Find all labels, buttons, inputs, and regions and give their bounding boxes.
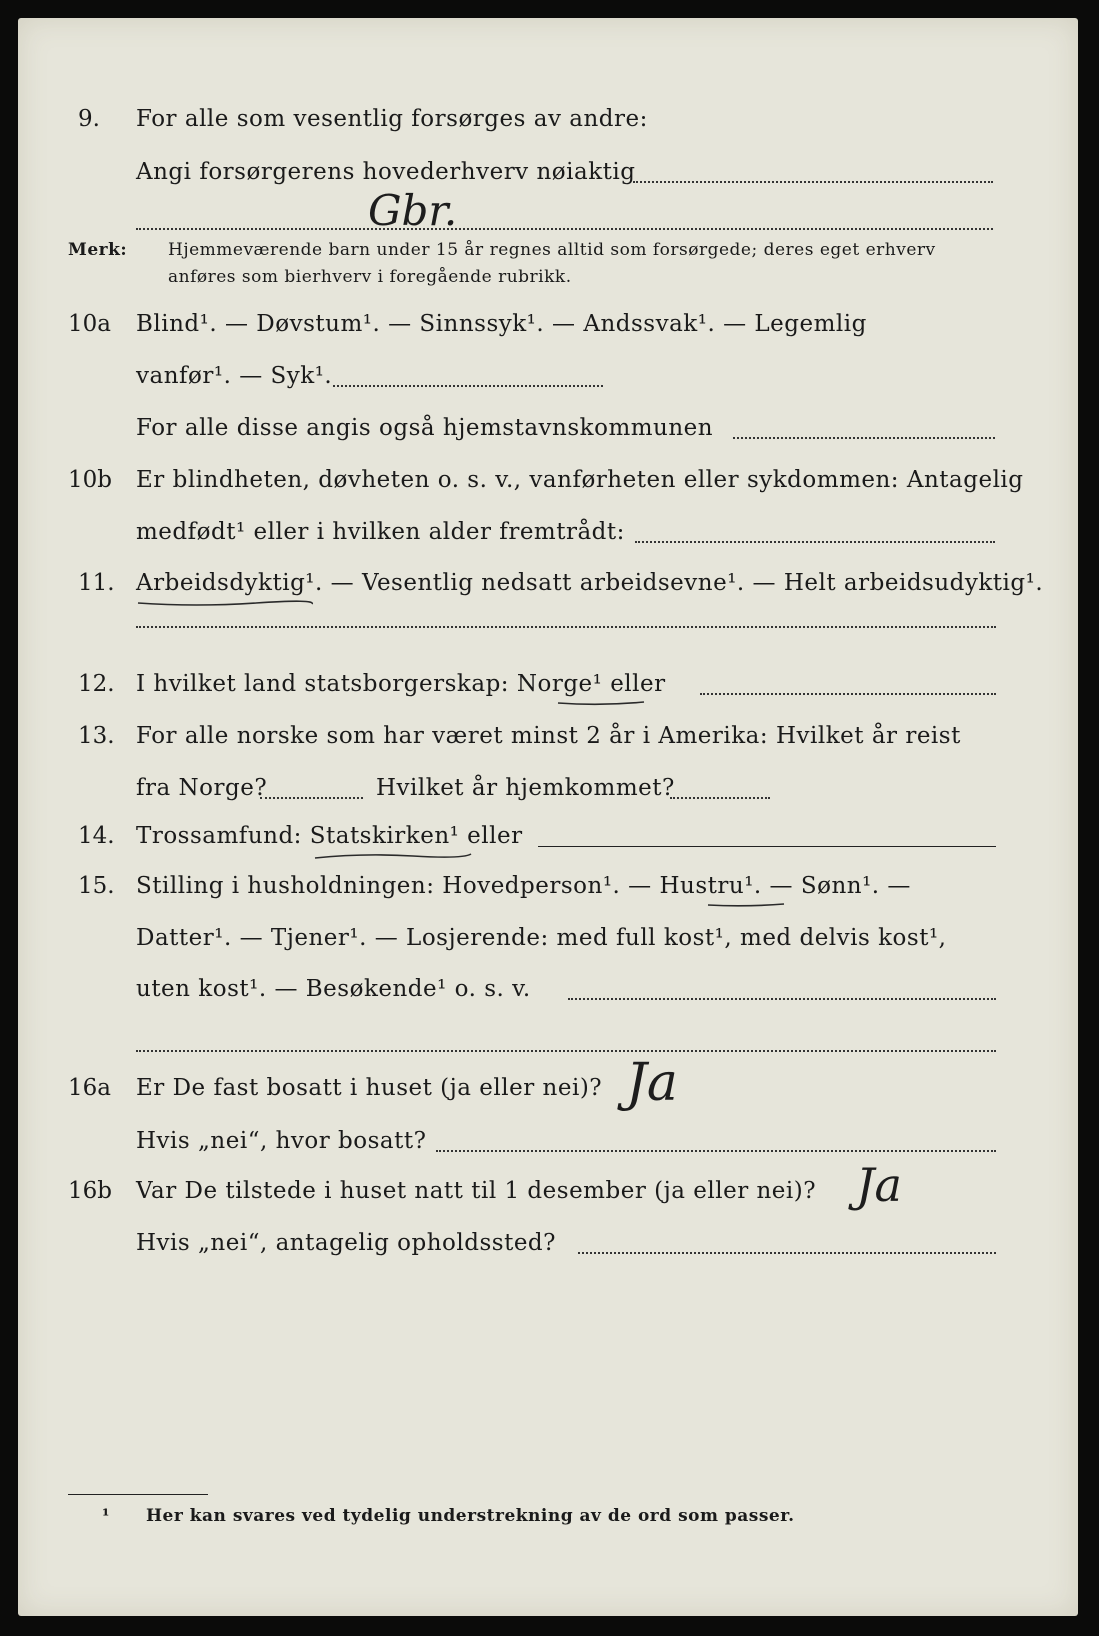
q11-answer-line[interactable] bbox=[136, 626, 996, 628]
q14-underline-mark bbox=[313, 851, 473, 861]
merk-line1: Hjemmeværende barn under 15 år regnes alltid som forsørgede; deres eget erhverv bbox=[168, 240, 936, 260]
merk-line2: anføres som bierhverv i foregående rubrikk. bbox=[168, 267, 572, 287]
q9-handwritten-answer: Gbr. bbox=[368, 186, 458, 235]
q14-number: 14. bbox=[78, 823, 115, 849]
q12-line1: I hvilket land statsborgerskap: Norge¹ eller bbox=[136, 671, 666, 697]
q10b-answer-line[interactable] bbox=[635, 541, 995, 543]
q9-line1: For alle som vesentlig forsørges av andre: bbox=[136, 106, 648, 132]
q9-answer-line-1[interactable] bbox=[633, 181, 993, 183]
q11-line1: Arbeidsdyktig¹. — Vesentlig nedsatt arbeidsevne¹. — Helt arbeidsudyktig¹. bbox=[136, 570, 1044, 596]
q11-number: 11. bbox=[78, 570, 115, 596]
q10b-number: 10b bbox=[68, 467, 112, 493]
q10a-line3: For alle disse angis også hjemstavnskommunen bbox=[136, 415, 714, 441]
q16a-line2: Hvis „nei“, hvor bosatt? bbox=[136, 1128, 427, 1154]
q9-line2: Angi forsørgerens hovederhverv nøiaktig bbox=[136, 159, 636, 185]
q16a-number: 16a bbox=[68, 1075, 111, 1101]
q15-answer-line-2[interactable] bbox=[136, 1050, 996, 1052]
q16b-handwritten-answer: Ja bbox=[856, 1158, 902, 1212]
q16a-line1: Er De fast bosatt i huset (ja eller nei)? bbox=[136, 1075, 603, 1101]
q13-number: 13. bbox=[78, 723, 115, 749]
q12-number: 12. bbox=[78, 671, 115, 697]
q16b-line1: Var De tilstede i huset natt til 1 desember (ja eller nei)? bbox=[136, 1178, 817, 1204]
q10b-line1: Er blindheten, døvheten o. s. v., vanførheten eller sykdommen: Antagelig bbox=[136, 467, 1024, 493]
q13-line2b: Hvilket år hjemkommet? bbox=[376, 775, 675, 801]
footnote-rule bbox=[68, 1494, 208, 1495]
q15-line3: uten kost¹. — Besøkende¹ o. s. v. bbox=[136, 976, 531, 1002]
q12-answer-line[interactable] bbox=[700, 693, 996, 695]
q15-number: 15. bbox=[78, 873, 115, 899]
q16b-answer-line[interactable] bbox=[578, 1252, 996, 1254]
q13-hjemkommet-line[interactable] bbox=[670, 797, 770, 799]
q10a-kommune-line[interactable] bbox=[733, 437, 995, 439]
q13-reist-line[interactable] bbox=[260, 797, 363, 799]
q14-answer-line[interactable] bbox=[538, 846, 996, 847]
footnote-text: Her kan svares ved tydelig understrekning av de ord som passer. bbox=[146, 1506, 795, 1526]
q9-answer-line-2[interactable] bbox=[136, 228, 993, 230]
census-form-page bbox=[18, 18, 1078, 1616]
q10a-line2: vanfør¹. — Syk¹. bbox=[136, 363, 333, 389]
q13-line1: For alle norske som har været minst 2 år i Amerika: Hvilket år reist bbox=[136, 723, 961, 749]
q16b-number: 16b bbox=[68, 1178, 112, 1204]
q16a-answer-line[interactable] bbox=[436, 1150, 996, 1152]
q10a-number: 10a bbox=[68, 311, 111, 337]
q10a-answer-line[interactable] bbox=[333, 385, 603, 387]
q16b-line2: Hvis „nei“, antagelig opholdssted? bbox=[136, 1230, 556, 1256]
q15-line1: Stilling i husholdningen: Hovedperson¹. — Hustru¹. — Sønn¹. — bbox=[136, 873, 911, 899]
q12-underline-mark bbox=[556, 699, 646, 707]
merk-label: Merk: bbox=[68, 240, 128, 260]
q15-answer-line-1[interactable] bbox=[568, 998, 996, 1000]
q14-line1: Trossamfund: Statskirken¹ eller bbox=[136, 823, 523, 849]
q10b-line2: medfødt¹ eller i hvilken alder fremtrådt: bbox=[136, 519, 625, 545]
q10a-line1: Blind¹. — Døvstum¹. — Sinnssyk¹. — Andssvak¹. — Legemlig bbox=[136, 311, 867, 337]
q16a-handwritten-answer: Ja bbox=[626, 1053, 678, 1113]
q13-line2a: fra Norge? bbox=[136, 775, 268, 801]
q9-number: 9. bbox=[78, 106, 100, 132]
footnote-mark: ¹ bbox=[102, 1506, 110, 1526]
q11-underline-mark bbox=[136, 598, 316, 608]
q15-underline-mark bbox=[706, 901, 786, 909]
q15-line2: Datter¹. — Tjener¹. — Losjerende: med full kost¹, med delvis kost¹, bbox=[136, 925, 947, 951]
